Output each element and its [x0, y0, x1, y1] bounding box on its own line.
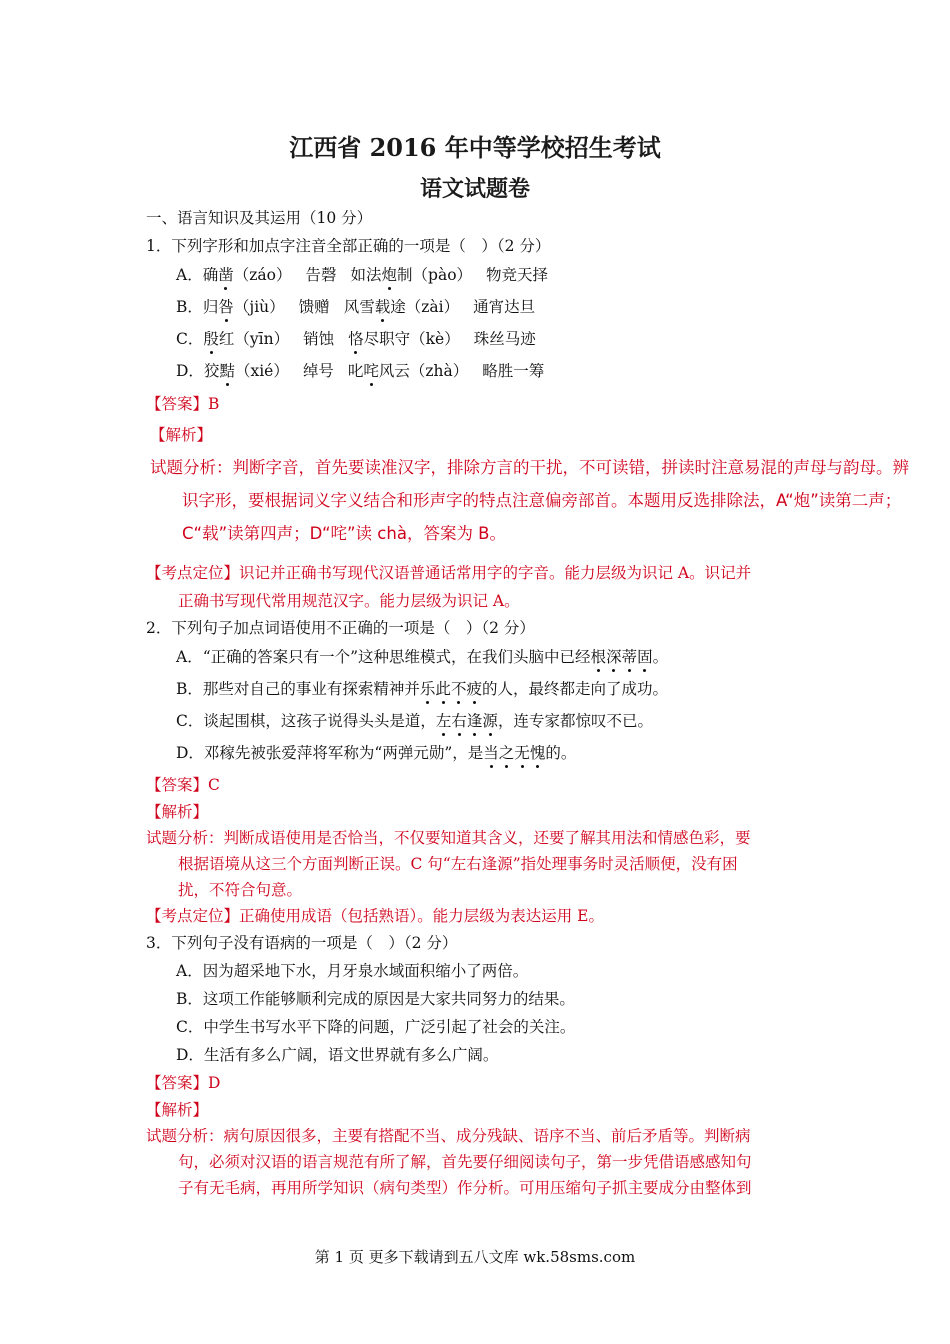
q3-analysis-line-2: 句，必须对汉语的语言规范有所了解，首先要仔细阅读句子，第一步凭借语感感知句 [178, 1153, 752, 1171]
q2-kaodian: 【考点定位】正确使用成语（包括熟语）。能力层级为表达运用 E。 [146, 907, 604, 925]
q3-stem: 3．下列句子没有语病的一项是（ ）（2 分） [146, 934, 458, 952]
emphasis-char: 当 [483, 744, 499, 762]
q3-analysis-line-3: 子有无毛病，再用所学知识（病句类型）作分析。可用压缩句子抓主要成分由整体到 [178, 1179, 752, 1197]
q2-stem: 2．下列句子加点词语使用不正确的一项是（ ）（2 分） [146, 619, 535, 637]
q2-option-a: A．“正确的答案只有一个”这种思维模式，在我们头脑中已经根深蒂固。 [176, 648, 669, 666]
emphasis-char: 此 [435, 680, 451, 698]
q2-option-d: D．邓稼先被张爱萍将军称为“两弹元勋”，是当之无愧的。 [176, 744, 577, 762]
q3-analysis-line-1: 试题分析：病句原因很多，主要有搭配不当、成分残缺、语序不当、前后矛盾等。判断病 [146, 1127, 751, 1145]
section-heading: 一、语言知识及其运用（10 分） [146, 209, 373, 227]
q3-option-a: A．因为超采地下水，月牙泉水域面积缩小了两倍。 [176, 962, 529, 980]
q3-answer: 【答案】D [146, 1074, 221, 1092]
q1-analysis-line-1: 试题分析：判断字音，首先要读准汉字，排除方言的干扰，不可读错，拼读时注意易混的声母与韵母。辨 [150, 458, 909, 477]
q1-stem: 1．下列字形和加点字注音全部正确的一项是（ ）（2 分） [146, 237, 551, 255]
q1-analysis-line-2: 识字形，要根据词义字义结合和形声字的特点注意偏旁部首。本题用反选排除法，A“炮”读第二声； [182, 491, 902, 510]
emphasis-char: 左 [435, 712, 452, 730]
emphasis-char: 逢 [466, 712, 483, 730]
q2-answer: 【答案】C [146, 776, 220, 794]
exam-title: 江西省 2016 年中等学校招生考试 [289, 133, 661, 162]
emphasis-char: 不 [450, 680, 467, 698]
emphasis-char: 乐 [419, 680, 436, 698]
q3-option-b: B．这项工作能够顺利完成的原因是大家共同努力的结果。 [176, 990, 575, 1008]
q2-analysis-line-1: 试题分析：判断成语使用是否恰当，不仅要知道其含义，还要了解其用法和情感色彩，要 [146, 829, 751, 847]
emphasis-char: 无 [514, 744, 530, 762]
page-footer: 第 1 页 更多下载请到五八文库 wk.58sms.com [314, 1248, 636, 1266]
emphasis-char: 之 [498, 744, 515, 762]
q2-analysis-label: 【解析】 [146, 803, 209, 821]
emphasis-char: 愧 [529, 744, 546, 762]
q1-option-c: C．殷红（yīn） 销蚀 恪尽职守（kè） 珠丝马迹 [176, 330, 536, 348]
emphasis-char: 深 [606, 648, 622, 666]
q1-option-a: A．确凿（záo） 告磬 如法炮制（pào） 物竞天择 [176, 266, 549, 284]
q1-option-d: D．狡黠（xié） 绰号 叱咤风云（zhà） 略胜一筹 [176, 362, 545, 380]
q3-analysis-label: 【解析】 [146, 1101, 209, 1119]
q1-kaodian-line-1: 【考点定位】识记并正确书写现代汉语普通话常用字的字音。能力层级为识记 A。识记并 [146, 564, 752, 582]
q2-analysis-line-2: 根据语境从这三个方面判断正误。C 句“左右逢源”指处理事务时灵活顺便，没有困 [178, 855, 738, 873]
q3-option-d: D．生活有多么广阔，语文世界就有多么广阔。 [176, 1046, 499, 1064]
emphasis-char: 右 [451, 712, 467, 730]
q2-option-b: B．那些对自己的事业有探索精神并乐此不疲的人，最终都走向了成功。 [176, 680, 668, 698]
q1-analysis-label: 【解析】 [150, 426, 213, 444]
q3-option-c: C．中学生书写水平下降的问题，广泛引起了社会的关注。 [176, 1018, 576, 1036]
exam-subtitle: 语文试题卷 [419, 176, 530, 202]
q1-kaodian-line-2: 正确书写现代常用规范汉字。能力层级为识记 A。 [178, 592, 520, 610]
emphasis-char: 固 [637, 648, 653, 666]
q2-option-c: C．谈起围棋，这孩子说得头头是道，左右逢源，连专家都惊叹不已。 [176, 712, 653, 730]
emphasis-char: 疲 [466, 680, 482, 698]
emphasis-char: 蒂 [621, 648, 638, 666]
q1-answer: 【答案】B [146, 395, 220, 413]
emphasis-char: 源 [482, 712, 498, 730]
q1-analysis-line-3: C“载”读第四声；D“咤”读 chà，答案为 B。 [182, 524, 507, 543]
emphasis-char: 根 [590, 648, 607, 666]
q2-analysis-line-3: 扰，不符合句意。 [178, 881, 303, 899]
q1-option-b: B．归咎（jiù） 馈赠 风雪载途（zài） 通宵达旦 [176, 298, 536, 316]
